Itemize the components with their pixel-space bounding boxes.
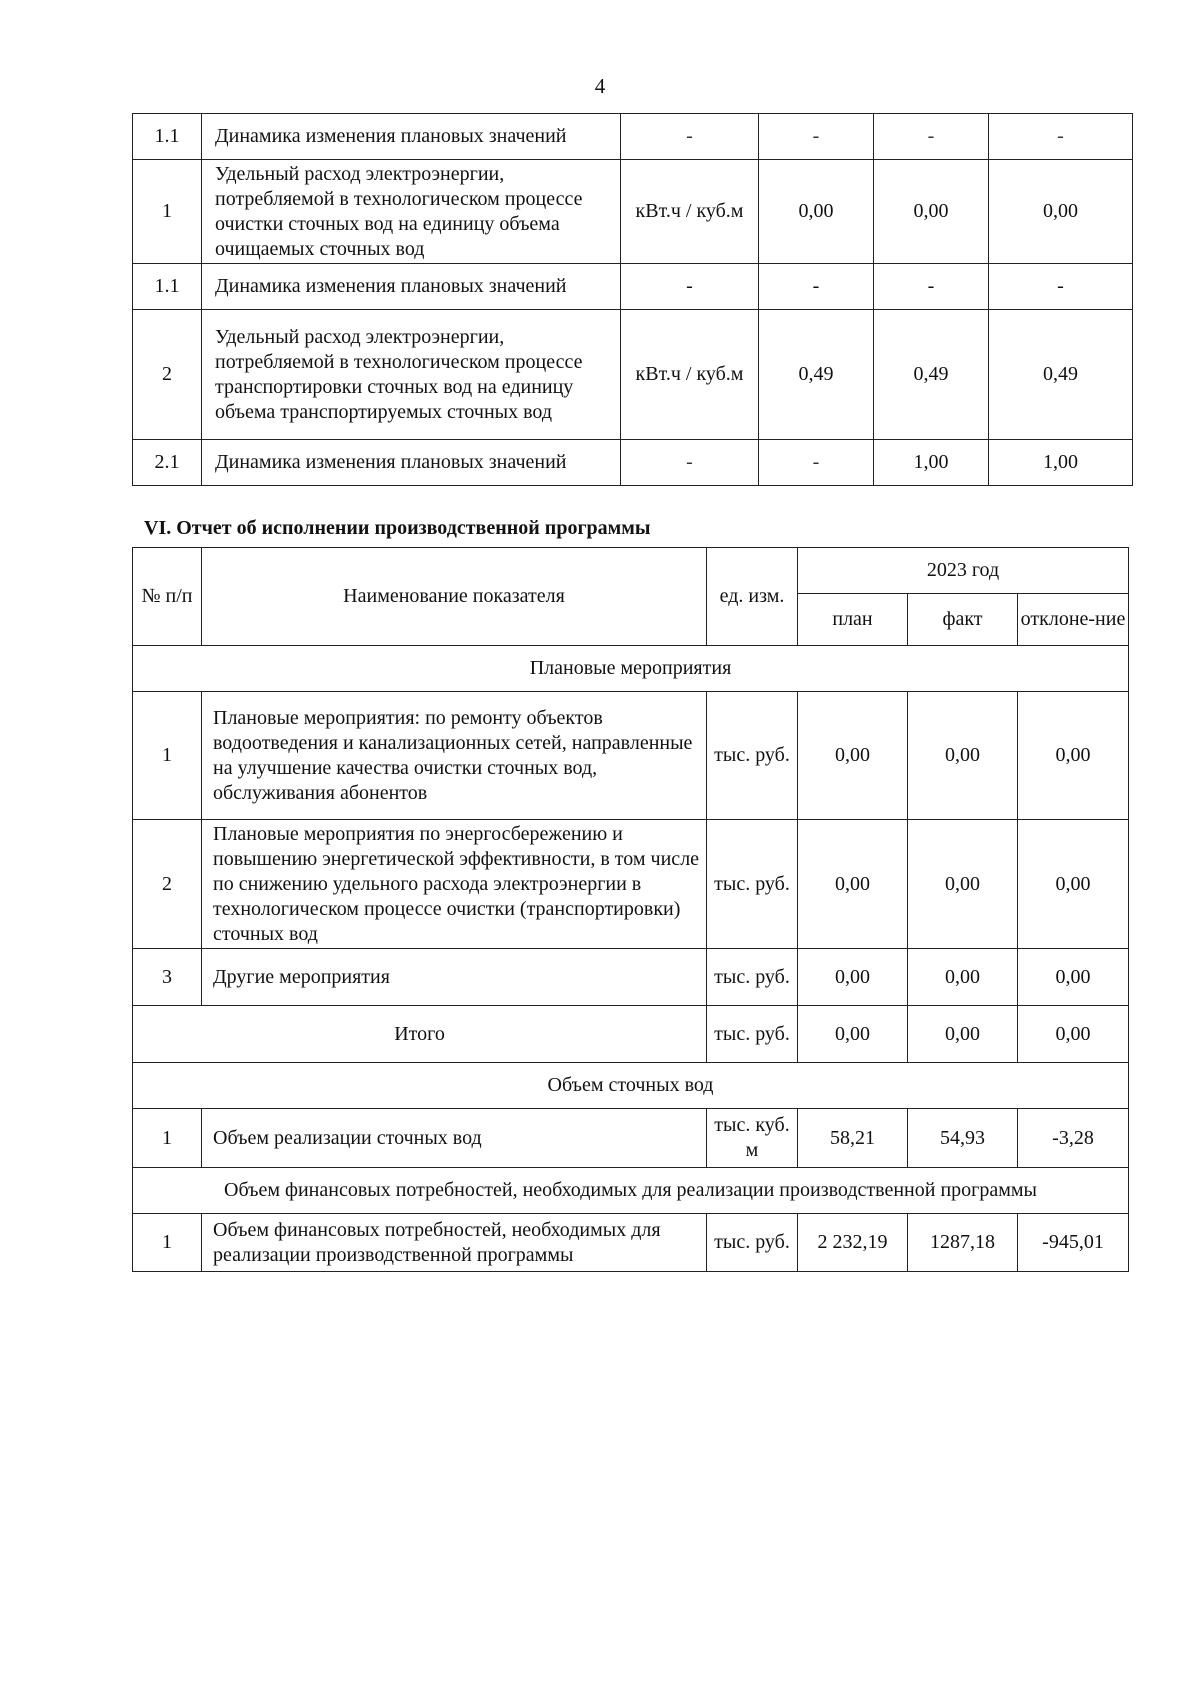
value-cell: 0,00 [989, 160, 1133, 264]
header-year: 2023 год [798, 548, 1129, 594]
deviation-cell: 0,00 [1018, 820, 1129, 949]
header-name: Наименование показателя [202, 548, 707, 646]
plan-cell: 0,00 [798, 692, 908, 820]
value-cell: - [874, 264, 989, 310]
indicator-name: Объем реализации сточных вод [202, 1109, 707, 1168]
header-plan: план [798, 594, 908, 646]
row-number: 1.1 [133, 264, 202, 310]
deviation-cell: -3,28 [1018, 1109, 1129, 1168]
table-row [133, 114, 1133, 160]
total-row [133, 1006, 1129, 1063]
total-label: Итого [133, 1006, 707, 1063]
table-row [133, 949, 1129, 1006]
plan-cell: 58,21 [798, 1109, 908, 1168]
row-number: 1.1 [133, 114, 202, 160]
indicator-name: Объем финансовых потребностей, необходимых для реализации производственной программы [202, 1214, 707, 1272]
value-cell: 0,49 [874, 310, 989, 440]
table-row [133, 440, 1133, 486]
header-fact: факт [908, 594, 1018, 646]
value-cell: 0,49 [989, 310, 1133, 440]
header-number: № п/п [133, 548, 202, 646]
group-row [133, 646, 1129, 692]
header-row [133, 548, 1129, 594]
deviation-cell: 0,00 [1018, 692, 1129, 820]
table-row [133, 692, 1129, 820]
row-number: 2.1 [133, 440, 202, 486]
table-row [133, 264, 1133, 310]
fact-cell: 0,00 [908, 820, 1018, 949]
group-row [133, 1063, 1129, 1109]
value-cell: 0,49 [759, 310, 874, 440]
unit-cell: - [621, 440, 759, 486]
unit-cell: тыс. руб. [707, 1006, 798, 1063]
row-number: 1 [133, 1109, 202, 1168]
unit-cell: кВт.ч / куб.м [621, 310, 759, 440]
plan-cell: 0,00 [798, 1006, 908, 1063]
value-cell: 0,00 [759, 160, 874, 264]
value-cell: - [989, 114, 1133, 160]
unit-cell: тыс. руб. [707, 1214, 798, 1272]
unit-cell: тыс. руб. [707, 949, 798, 1006]
row-number: 3 [133, 949, 202, 1006]
fact-cell: 0,00 [908, 949, 1018, 1006]
unit-cell: тыс. куб. м [707, 1109, 798, 1168]
unit-cell: - [621, 264, 759, 310]
indicator-name: Удельный расход электроэнергии, потребляемой в технологическом процессе транспортировки сточных вод на единицу объема транспортируемых сточных вод [202, 310, 621, 440]
row-number: 2 [133, 310, 202, 440]
value-cell: - [621, 114, 759, 160]
deviation-cell: 0,00 [1018, 1006, 1129, 1063]
indicator-name: Динамика изменения плановых значений [202, 440, 621, 486]
value-cell: - [989, 264, 1133, 310]
plan-cell: 2 232,19 [798, 1214, 908, 1272]
indicator-name: Динамика изменения плановых значений [202, 264, 621, 310]
value-cell: - [759, 264, 874, 310]
group-row [133, 1168, 1129, 1214]
fact-cell: 54,93 [908, 1109, 1018, 1168]
value-cell: - [759, 440, 874, 486]
plan-cell: 0,00 [798, 949, 908, 1006]
unit-cell: кВт.ч / куб.м [621, 160, 759, 264]
table-row [133, 1214, 1129, 1272]
indicator-name: Другие мероприятия [202, 949, 707, 1006]
indicator-name: Динамика изменения плановых значений [202, 114, 621, 160]
deviation-cell: 0,00 [1018, 949, 1129, 1006]
unit-cell: тыс. руб. [707, 820, 798, 949]
section-title: VI. Отчет об исполнении производственной программы [144, 517, 651, 539]
fact-cell: 0,00 [908, 692, 1018, 820]
unit-cell: тыс. руб. [707, 692, 798, 820]
group-title: Плановые мероприятия [133, 646, 1129, 692]
value-cell: 0,00 [874, 160, 989, 264]
row-number: 2 [133, 820, 202, 949]
table-row [133, 1109, 1129, 1168]
table-row [133, 160, 1133, 264]
indicator-name: Удельный расход электроэнергии, потребляемой в технологическом процессе очистки сточных вод на единицу объема очищаемых сточных вод [202, 160, 621, 264]
indicator-name: Плановые мероприятия по энергосбережению и повышению энергетической эффективности, в том числе по снижению удельного расхода электроэнергии в технологическом процессе очистки (транспортировки) сточных вод [202, 820, 707, 949]
report-table [132, 547, 1129, 1272]
value-cell: 1,00 [874, 440, 989, 486]
plan-cell: 0,00 [798, 820, 908, 949]
indicator-name: Плановые мероприятия: по ремонту объектов водоотведения и канализационных сетей, направленные на улучшение качества очистки сточных вод, обслуживания абонентов [202, 692, 707, 820]
group-title: Объем сточных вод [133, 1063, 1129, 1109]
value-cell: 1,00 [989, 440, 1133, 486]
row-number: 1 [133, 1214, 202, 1272]
fact-cell: 1287,18 [908, 1214, 1018, 1272]
page-number: 4 [594, 74, 606, 98]
table-row [133, 820, 1129, 949]
table-row [133, 310, 1133, 440]
header-deviation: отклоне-ние [1018, 594, 1129, 646]
deviation-cell: -945,01 [1018, 1214, 1129, 1272]
row-number: 1 [133, 692, 202, 820]
row-number: 1 [133, 160, 202, 264]
header-unit: ед. изм. [707, 548, 798, 646]
fact-cell: 0,00 [908, 1006, 1018, 1063]
indicators-table [132, 113, 1133, 486]
value-cell: - [874, 114, 989, 160]
group-title: Объем финансовых потребностей, необходимых для реализации производственной программы [133, 1168, 1129, 1214]
value-cell: - [759, 114, 874, 160]
